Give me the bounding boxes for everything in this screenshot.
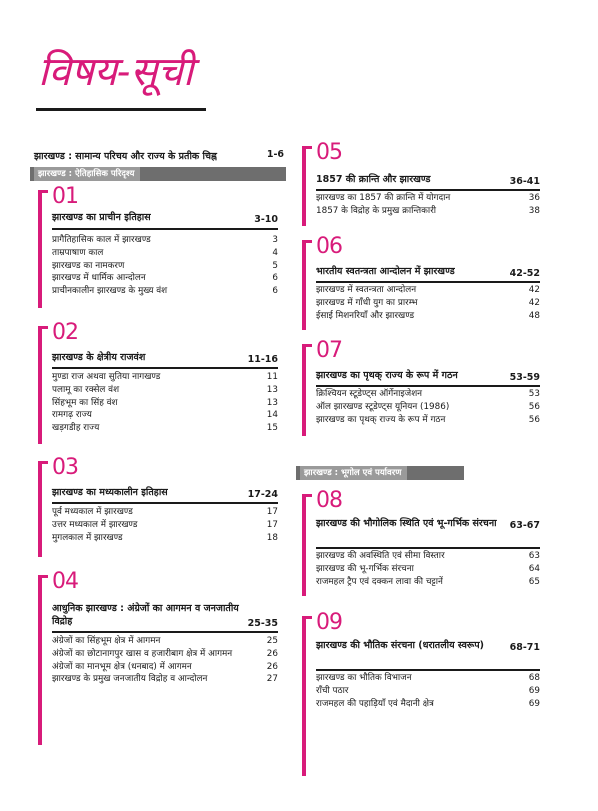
chapter-title: झारखण्ड का पृथक् राज्य के रूप में गठन bbox=[316, 370, 458, 381]
part-bar-history bbox=[30, 167, 286, 181]
chapter-title: झारखण्ड की भौगोलिक स्थिति एवं भू-गर्भिक संरचना bbox=[316, 518, 497, 529]
toc-item-page: 13 bbox=[266, 384, 278, 395]
intro-label: झारखण्ड : सामान्य परिचय और राज्य के प्रतीक चिह्न bbox=[34, 151, 217, 162]
chapter-09 bbox=[302, 610, 540, 776]
toc-item-title: रामगढ़ राज्य bbox=[52, 410, 92, 421]
toc-item-page: 48 bbox=[528, 310, 540, 321]
toc-item-page: 15 bbox=[266, 423, 278, 433]
toc-item-title: सिंहभूम का सिंह वंश bbox=[52, 397, 118, 408]
toc-item-page: 42 bbox=[528, 297, 540, 308]
toc-item[interactable] bbox=[52, 422, 278, 435]
toc-item-page: 17 bbox=[266, 519, 278, 530]
toc-item[interactable] bbox=[52, 384, 278, 397]
chapter-page-range: 11-16 bbox=[247, 353, 278, 365]
chapter-title: 1857 की क्रान्ति और झारखण्ड bbox=[316, 174, 431, 185]
chapter-heading-rule bbox=[52, 367, 278, 369]
toc-item-page: 13 bbox=[266, 397, 278, 408]
toc-item-title: पलामू का रक्सेल वंश bbox=[52, 384, 120, 395]
chapter-page-range: 63-67 bbox=[509, 519, 540, 531]
toc-item-page: 56 bbox=[528, 401, 540, 412]
chapter-page-range: 25-35 bbox=[247, 617, 278, 629]
toc-item-title: ऑल झारखण्ड स्टूडेण्ट्स यूनियन (1986) bbox=[316, 401, 450, 412]
chapter-items bbox=[316, 192, 540, 218]
toc-item[interactable] bbox=[52, 673, 278, 686]
chapter-heading[interactable] bbox=[52, 603, 278, 629]
toc-item[interactable] bbox=[316, 192, 540, 205]
chapter-number: 05 bbox=[316, 140, 342, 165]
toc-item-title: राँची पठार bbox=[316, 685, 349, 696]
chapter-heading-rule bbox=[52, 228, 278, 230]
toc-item-title: झारखण्ड में धार्मिक आन्दोलन bbox=[52, 273, 146, 284]
toc-item-page: 4 bbox=[272, 247, 278, 258]
toc-item[interactable] bbox=[316, 550, 540, 563]
toc-item-title: झारखण्ड की भू-गर्भिक संरचना bbox=[316, 563, 414, 574]
chapter-03 bbox=[38, 455, 278, 557]
toc-item-title: झारखण्ड की अवस्थिति एवं सीमा विस्तार bbox=[316, 551, 445, 561]
chapter-title: भारतीय स्वतन्त्रता आन्दोलन में झारखण्ड bbox=[316, 266, 455, 277]
chapter-page-range: 68-71 bbox=[509, 641, 540, 653]
part-geography-label: झारखण्ड : भूगोल एवं पर्यावरण bbox=[300, 466, 407, 480]
chapter-bracket bbox=[302, 240, 306, 330]
chapter-heading-rule bbox=[316, 189, 540, 191]
chapter-05 bbox=[302, 140, 540, 226]
toc-item-page: 38 bbox=[528, 205, 540, 216]
chapter-title: झारखण्ड का मध्यकालीन इतिहास bbox=[52, 487, 168, 498]
toc-item[interactable] bbox=[316, 576, 540, 589]
chapter-heading[interactable] bbox=[316, 518, 540, 531]
toc-item-page: 56 bbox=[528, 414, 540, 425]
part-history-label: झारखण्ड : ऐतिहासिक परिदृश्य bbox=[34, 167, 140, 181]
chapter-heading-rule bbox=[316, 669, 540, 671]
toc-item-title: अंग्रेजों का मानभूम क्षेत्र (धनबाद) में आगमन bbox=[52, 661, 192, 672]
chapter-items bbox=[52, 635, 278, 686]
toc-item[interactable] bbox=[316, 297, 540, 310]
toc-item-page: 26 bbox=[266, 661, 278, 672]
toc-item-title: राजमहल की पहाड़ियाँ एवं मैदानी क्षेत्र bbox=[316, 698, 434, 709]
toc-item-page: 27 bbox=[266, 674, 278, 685]
toc-item-title: राजमहल ट्रैप एवं दक्कन लावा की चट्टानें bbox=[316, 576, 443, 587]
chapter-number: 08 bbox=[316, 488, 342, 513]
toc-item-title: क्रिश्चियन स्टूडेण्ट्स ऑर्गेनाइजेशन bbox=[316, 389, 423, 399]
chapter-number: 06 bbox=[316, 234, 342, 259]
toc-item[interactable] bbox=[52, 532, 278, 545]
toc-item[interactable] bbox=[316, 284, 540, 297]
chapter-items bbox=[52, 371, 278, 435]
toc-item-title: 1857 के विद्रोह के प्रमुख क्रान्तिकारी bbox=[316, 205, 437, 216]
toc-item-title: प्रागैतिहासिक काल में झारखण्ड bbox=[52, 235, 151, 245]
chapter-items bbox=[316, 388, 540, 426]
toc-item-page: 5 bbox=[272, 260, 278, 271]
chapter-04 bbox=[38, 569, 278, 745]
toc-item[interactable] bbox=[52, 648, 278, 661]
toc-item-page: 64 bbox=[528, 563, 540, 574]
chapter-page-range: 42-52 bbox=[509, 267, 540, 279]
toc-item-title: मुण्डा राज अथवा सुतिया नागखण्ड bbox=[52, 372, 161, 382]
toc-item-page: 63 bbox=[528, 551, 540, 561]
chapter-bracket bbox=[302, 344, 306, 436]
toc-item[interactable] bbox=[316, 698, 540, 711]
chapter-title: झारखण्ड का प्राचीन इतिहास bbox=[52, 212, 151, 223]
chapter-01 bbox=[38, 184, 278, 308]
toc-item[interactable] bbox=[316, 563, 540, 576]
toc-item[interactable] bbox=[316, 414, 540, 427]
toc-item[interactable] bbox=[316, 685, 540, 698]
toc-item-title: झारखण्ड के प्रमुख जनजातीय विद्रोह व आन्दोलन bbox=[52, 674, 208, 685]
toc-item[interactable] bbox=[52, 371, 278, 384]
toc-item-title: उत्तर मध्यकाल में झारखण्ड bbox=[52, 519, 138, 530]
chapter-heading[interactable] bbox=[316, 174, 540, 187]
toc-item[interactable] bbox=[52, 635, 278, 648]
chapter-07 bbox=[302, 338, 540, 436]
toc-item[interactable] bbox=[52, 409, 278, 422]
toc-item-title: झारखण्ड का भौतिक विभाजन bbox=[316, 673, 412, 683]
chapter-heading[interactable] bbox=[52, 212, 278, 225]
toc-item-page: 65 bbox=[528, 576, 540, 587]
chapter-page-range: 36-41 bbox=[509, 175, 540, 187]
chapter-number: 09 bbox=[316, 610, 342, 635]
toc-item[interactable] bbox=[316, 388, 540, 401]
chapter-heading-rule bbox=[316, 281, 540, 283]
toc-item-page: 53 bbox=[528, 389, 540, 399]
page-title: विषय-सूची bbox=[38, 49, 194, 95]
chapter-heading-rule bbox=[316, 547, 540, 549]
chapter-page-range: 53-59 bbox=[509, 371, 540, 383]
toc-item-page: 36 bbox=[528, 193, 540, 203]
toc-item[interactable] bbox=[316, 310, 540, 323]
chapter-title: आधुनिक झारखण्ड : अंग्रेजों का आगमन व जनजातीय विद्रोह bbox=[52, 603, 239, 627]
toc-item-title: मुगलकाल में झारखण्ड bbox=[52, 532, 123, 543]
chapter-heading[interactable] bbox=[316, 266, 540, 279]
chapter-bracket bbox=[302, 146, 306, 226]
chapter-number: 02 bbox=[52, 320, 78, 345]
chapter-number: 07 bbox=[316, 338, 342, 363]
toc-item-page: 69 bbox=[528, 685, 540, 696]
toc-item-title: अंग्रेजों का छोटानागपुर खास व हजारीबाग क्षेत्र में आगमन bbox=[52, 648, 233, 659]
toc-item-page: 26 bbox=[266, 648, 278, 659]
toc-item[interactable] bbox=[316, 672, 540, 685]
chapter-number: 03 bbox=[52, 455, 78, 480]
chapter-items bbox=[316, 284, 540, 322]
chapter-heading[interactable] bbox=[316, 370, 540, 383]
chapter-heading[interactable] bbox=[316, 640, 540, 653]
toc-item-title: प्राचीनकालीन झारखण्ड के मुख्य वंश bbox=[52, 286, 168, 296]
chapter-number: 01 bbox=[52, 184, 78, 209]
chapter-items bbox=[52, 234, 278, 298]
toc-item-page: 18 bbox=[266, 532, 278, 543]
toc-item[interactable] bbox=[52, 285, 278, 298]
toc-item[interactable] bbox=[316, 205, 540, 218]
toc-item[interactable] bbox=[52, 247, 278, 260]
chapter-heading[interactable] bbox=[52, 487, 278, 500]
toc-item-page: 6 bbox=[272, 286, 278, 296]
toc-item-page: 25 bbox=[266, 636, 278, 646]
toc-item-page: 68 bbox=[528, 673, 540, 683]
toc-item-title: झारखण्ड में स्वतन्त्रता आन्दोलन bbox=[316, 285, 417, 295]
chapter-heading-rule bbox=[52, 631, 278, 633]
toc-item-title: झारखण्ड का नामकरण bbox=[52, 260, 125, 271]
title-underline bbox=[36, 108, 206, 111]
chapter-heading[interactable] bbox=[52, 352, 278, 365]
toc-item-page: 11 bbox=[266, 372, 278, 382]
toc-item-page: 6 bbox=[272, 273, 278, 284]
toc-item[interactable] bbox=[52, 397, 278, 410]
chapter-title: झारखण्ड के क्षेत्रीय राजवंश bbox=[52, 352, 146, 363]
toc-item[interactable] bbox=[52, 260, 278, 273]
toc-item-title: झारखण्ड का पृथक् राज्य के रूप में गठन bbox=[316, 414, 446, 425]
chapter-heading-rule bbox=[316, 385, 540, 387]
toc-item-title: झारखण्ड का 1857 की क्रान्ति में योगदान bbox=[316, 193, 451, 203]
chapter-bracket bbox=[302, 616, 306, 776]
part-bar-geography bbox=[296, 466, 464, 480]
chapter-page-range: 17-24 bbox=[247, 488, 278, 500]
intro-entry[interactable] bbox=[34, 149, 284, 162]
intro-range: 1-6 bbox=[266, 149, 284, 160]
chapter-heading-rule bbox=[52, 502, 278, 504]
chapter-bracket bbox=[38, 575, 42, 745]
toc-item-title: पूर्व मध्यकाल में झारखण्ड bbox=[52, 507, 133, 517]
chapter-items bbox=[316, 672, 540, 710]
toc-item[interactable] bbox=[52, 234, 278, 247]
toc-item[interactable] bbox=[52, 519, 278, 532]
toc-item-page: 17 bbox=[266, 507, 278, 517]
toc-item[interactable] bbox=[52, 506, 278, 519]
chapter-items bbox=[52, 506, 278, 544]
chapter-bracket bbox=[38, 190, 42, 308]
toc-item-title: झारखण्ड में गाँधी युग का प्रारम्भ bbox=[316, 297, 418, 308]
toc-item[interactable] bbox=[316, 401, 540, 414]
toc-item-page: 3 bbox=[272, 235, 278, 245]
chapter-number: 04 bbox=[52, 569, 78, 594]
toc-item-title: ताम्रपाषाण काल bbox=[52, 247, 104, 258]
chapter-title: झारखण्ड की भौतिक संरचना (धरातलीय स्वरूप) bbox=[316, 640, 485, 651]
chapter-bracket bbox=[302, 494, 306, 596]
toc-item-page: 14 bbox=[266, 410, 278, 421]
chapter-02 bbox=[38, 320, 278, 444]
chapter-08 bbox=[302, 488, 540, 596]
chapter-bracket bbox=[38, 461, 42, 557]
toc-item[interactable] bbox=[52, 272, 278, 285]
chapter-06 bbox=[302, 234, 540, 330]
toc-item-page: 42 bbox=[528, 285, 540, 295]
toc-item-title: ईसाई मिशनरियाँ और झारखण्ड bbox=[316, 310, 415, 321]
toc-item[interactable] bbox=[52, 661, 278, 674]
toc-item-title: अंग्रेजों का सिंहभूम क्षेत्र में आगमन bbox=[52, 636, 161, 646]
chapter-bracket bbox=[38, 326, 42, 444]
toc-item-page: 69 bbox=[528, 698, 540, 709]
chapter-page-range: 3-10 bbox=[254, 213, 278, 225]
chapter-items bbox=[316, 550, 540, 588]
toc-item-title: खड़गडीह राज्य bbox=[52, 423, 100, 433]
